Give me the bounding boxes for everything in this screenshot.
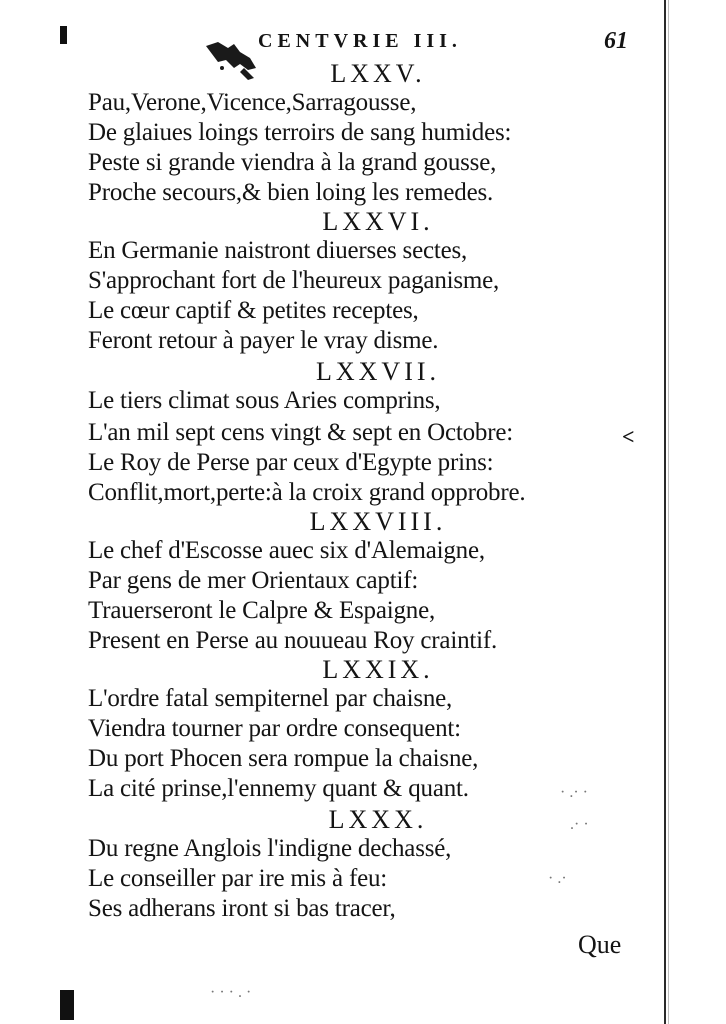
verse-line: L'an mil sept cens vingt & sept en Octobre:: [88, 419, 513, 446]
verse-line: Le cœur captif & petites receptes,: [88, 297, 419, 324]
verse-line: Du port Phocen sera rompue la chaisne,: [88, 745, 479, 772]
bleed-through-specks: · .· ·: [560, 784, 588, 801]
verse-line: Conflit,mort,perte:à la croix grand opprobre.: [88, 479, 526, 506]
margin-mark: <: [622, 424, 635, 449]
verse-line: Le chef d'Escosse auec six d'Alemaigne,: [88, 537, 485, 564]
page-header: [0, 30, 726, 56]
running-head: CENTVRIE III.: [258, 30, 462, 52]
verse-line: Le conseiller par ire mis à feu:: [88, 865, 388, 892]
verse-line: Trauerseront le Calpre & Espaigne,: [88, 597, 436, 624]
verse-line: Proche secours,& bien loing les remedes.: [88, 179, 494, 206]
quatrain-number: LXXVII.: [315, 357, 441, 386]
verse-line: Ses adherans iront si bas tracer,: [88, 895, 396, 922]
verse-line: L'ordre fatal sempiternel par chaisne,: [88, 685, 453, 712]
quatrain-number: LXXV.: [330, 59, 426, 88]
verse-line: Le Roy de Perse par ceux d'Egypte prins:: [88, 449, 494, 476]
verse-line: En Germanie naistront diuerses sectes,: [88, 237, 468, 264]
page-number: 61: [604, 28, 628, 54]
verse-line: Present en Perse au nouueau Roy craintif.: [88, 627, 498, 654]
corner-mark-bottom: [60, 990, 74, 1020]
quatrain-number: LXXVI.: [322, 207, 434, 236]
bleed-through-specks: .· ·: [570, 816, 589, 833]
verse-line: Peste si grande viendra à la grand gousse,: [88, 149, 497, 176]
quatrain-number: LXXX.: [328, 805, 428, 834]
verse-line: Pau,Verone,Vicence,Sarragousse,: [88, 89, 417, 116]
verse-line: Viendra tourner par ordre consequent:: [88, 715, 461, 742]
verse-line: De glaiues loings terroirs de sang humides:: [88, 119, 512, 146]
verse-line: S'approchant fort de l'heureux paganisme,: [88, 267, 500, 294]
verse-line: Du regne Anglois l'indigne dechassé,: [88, 835, 452, 862]
quatrain-number: LXXVIII.: [309, 507, 447, 536]
verse-line: Par gens de mer Orientaux captif:: [88, 567, 419, 594]
verse-line: Le tiers climat sous Aries comprins,: [88, 387, 441, 414]
catchword: Que: [578, 930, 622, 959]
verse-line: Feront retour à payer le vray disme.: [88, 327, 439, 354]
verse-line: La cité prinse,l'ennemy quant & quant.: [88, 775, 469, 802]
quatrain-number: LXXIX.: [322, 655, 434, 684]
bleed-through-specks: · .·: [548, 870, 567, 887]
bleed-through-specks: · · · . ·: [210, 984, 252, 1001]
